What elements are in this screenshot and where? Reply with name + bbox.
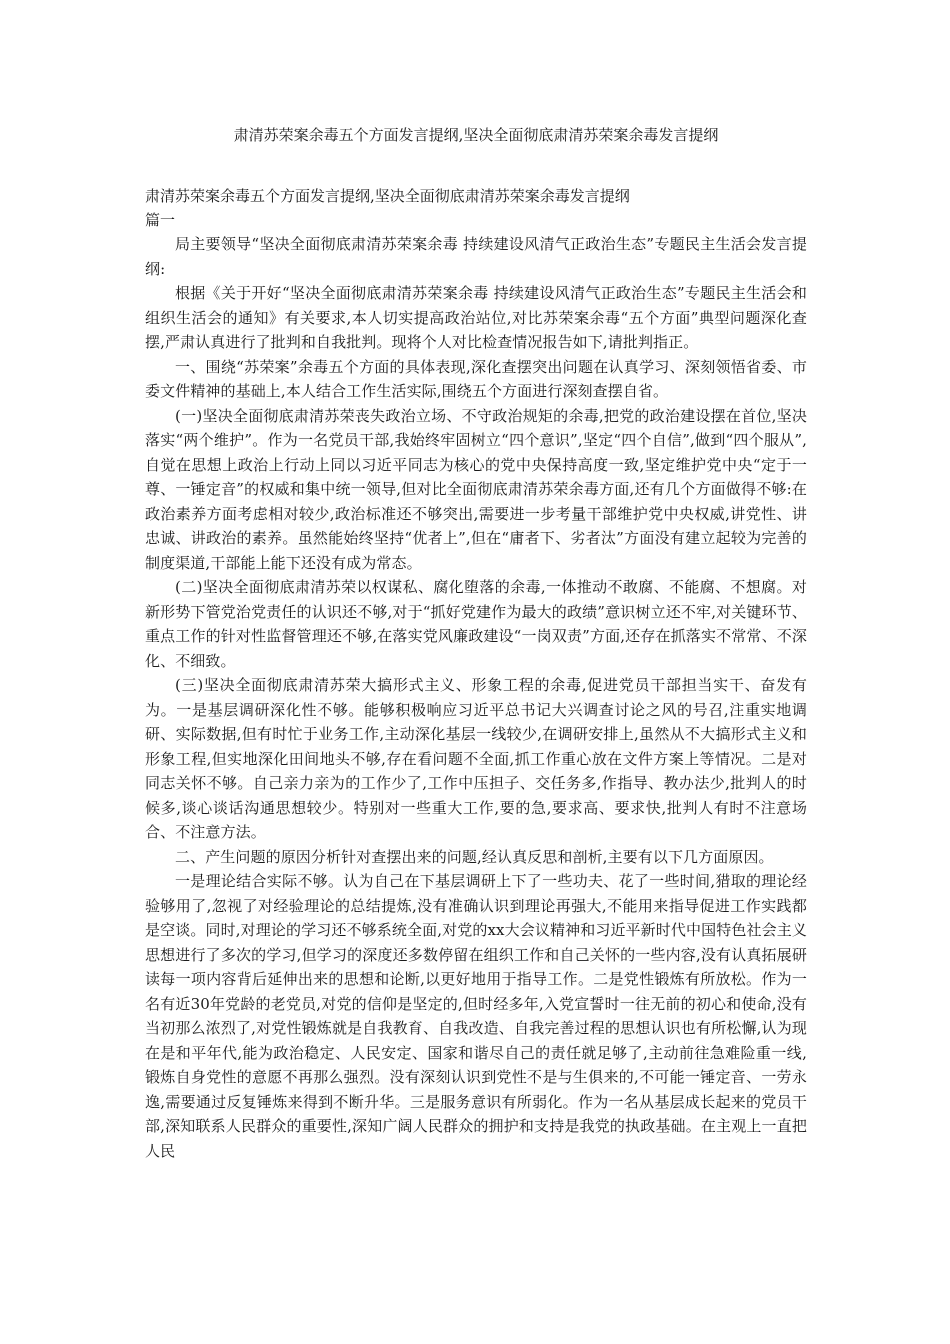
paragraph-intro: 局主要领导“坚决全面彻底肃清苏荣案余毒 持续建设风清气正政治生态”专题民主生活会发言提纲: (145, 235, 807, 278)
paragraph-item-2: (二)坚决全面彻底肃清苏荣以权谋私、腐化堕落的余毒,一体推动不敢腐、不能腐、不想腐。对新形势下管党治党责任的认识还不够,对于“抓好党建作为最大的政绩”意识树立还不牢,对关键环节、重点工作的针对性监督管理还不够,在落实党风廉政建设“一岗双责”方面,还存在抓落实不常常、不深化、不细致。 (145, 578, 807, 670)
document-subtitle: 肃清苏荣案余毒五个方面发言提纲,坚决全面彻底肃清苏荣案余毒发言提纲 (145, 187, 630, 205)
document-page (145, 120, 807, 1163)
document-title: 肃清苏荣案余毒五个方面发言提纲,坚决全面彻底肃清苏荣案余毒发言提纲 (233, 126, 719, 144)
paragraph-part-two: 二、产生问题的原因分析针对查摆出来的问题,经认真反思和剖析,主要有以下几方面原因。 (175, 847, 774, 866)
paragraph-item-3: (三)坚决全面彻底肃清苏荣大搞形式主义、形象工程的余毒,促进党员干部担当实干、奋发有为。一是基层调研深化性不够。能够积极响应习近平总书记大兴调查讨论之风的号召,注重实地调研、实际数据,但有时忙于业务工作,主动深化基层一线较少,在调研安排上,虽然从不大搞形式主义和形象工程,但实地深化田间地头不够,存在看问题不全面,抓工作重心放在文件方案上等情况。二是对同志关怀不够。自己亲力亲为的工作少了,工作中压担子、交任务多,作指导、教办法少,批判人的时候多,谈心谈话沟通思想较少。特别对一些重大工作,要的急,要求高、要求快,批判人有时不注意场合、不注意方法。 (145, 676, 807, 841)
paragraph-item-1: (一)坚决全面彻底肃清苏荣丧失政治立场、不守政治规矩的余毒,把党的政治建设摆在首位,坚决落实“两个维护”。作为一名党员干部,我始终牢固树立“四个意识”,坚定“四个自信”,做到“四个服从”, 自觉在思想上政治上行动上同以习近平同志为核心的党中央保持高度一致,坚定维护党中央“定于一尊、一锤定音”的权威和集中统一领导,但对比全面彻底肃清苏荣余毒方面,还有几个方面做得不够:在政治素养方面考虑相对较少,政治标准还不够突出,需要进一步考量干部维护党中央权威,讲党性、讲忠诚、讲政治的素养。虽然能始终坚持“优者上”,但在“庸者下、劣者汰”方面没有建立起较为完善的制度渠道,干部能上能下还没有成为常态。 (145, 406, 807, 572)
paragraph-basis: 根据《关于开好“坚决全面彻底肃清苏荣案余毒 持续建设风清气正政治生态”专题民主生活会和组织生活会的通知》有关要求,本人切实提高政治站位,对比苏荣案余毒“五个方面”典型问题深化查摆,严肃认真进行了批判和自我批判。现将个人对比检查情况报告如下,请批判指正。 (145, 284, 807, 351)
paragraph-causes: 一是理论结合实际不够。认为自己在下基层调研上下了一些功夫、花了一些时间,猎取的理论经验够用了,忽视了对经验理论的总结提炼,没有准确认识到理论再强大,不能用来指导促进工作实践都是空谈。同时,对理论的学习还不够系统全面,对党的xx大会议精神和习近平新时代中国特色社会主义思想进行了多次的学习,但学习的深度还多数停留在组织工作和自己关怀的一些内容,没有认真拓展研读每一项内容背后延伸出来的思想和论断,以更好地用于指导工作。二是党性锻炼有所放松。作为一名有近30年党龄的老党员,对党的信仰是坚定的,但时经多年,入党宣誓时一往无前的初心和使命,没有当初那么浓烈了,对党性锻炼就是自我教育、自我改造、自我完善过程的思想认识也有所松懈,认为现在是和平年代,能为政治稳定、人民安定、国家和谐尽自己的责任就足够了,主动前往急难险重一线,锻炼自身党性的意愿不再那么强烈。没有深刻认识到党性不是与生俱来的,不可能一锤定音、一劳永逸,需要通过反复锤炼来得到不断升华。三是服务意识有所弱化。作为一名从基层成长起来的党员干部,深知联系人民群众的重要性,深知广阔人民群众的拥护和支持是我党的执政基础。在主观上一直把人民 (145, 872, 807, 1160)
paragraph-part-one: 一、围绕“苏荣案”余毒五个方面的具体表现,深化查摆突出问题在认真学习、深刻领悟省委、市委文件精神的基础上,本人结合工作生活实际,围绕五个方面进行深刻查摆自省。 (145, 357, 807, 400)
section-label: 篇一 (145, 211, 176, 229)
